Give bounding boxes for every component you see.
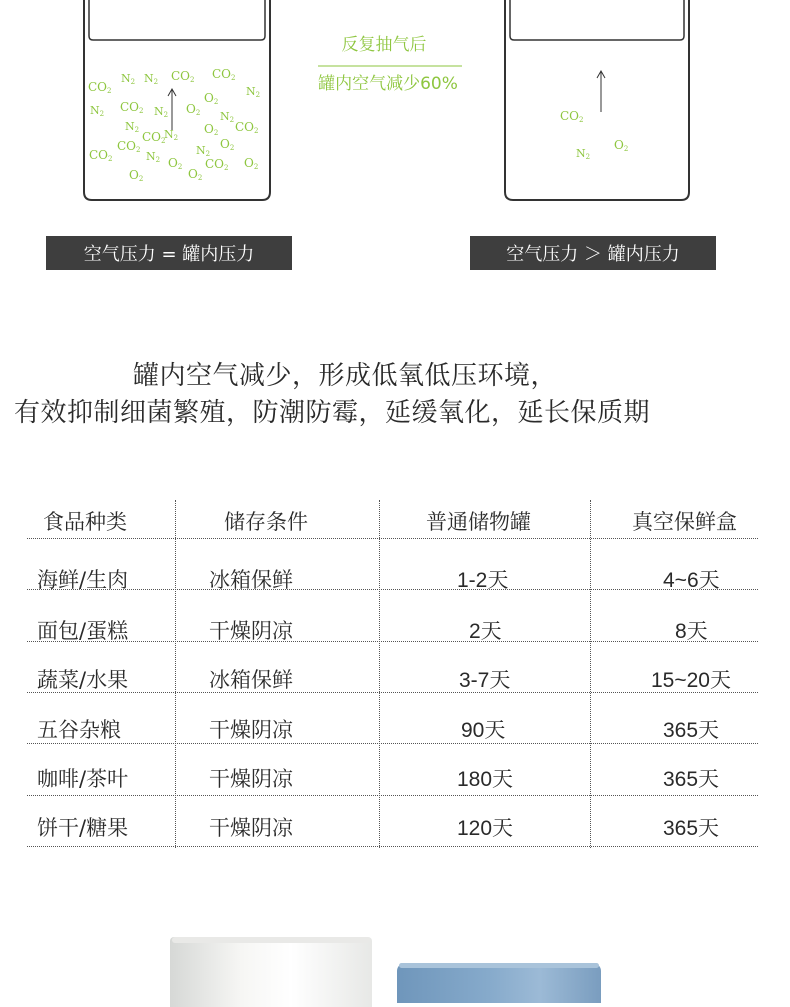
table-cell-condition: 干燥阴凉 xyxy=(209,718,293,742)
table-cell-condition: 干燥阴凉 xyxy=(209,767,293,791)
gas-molecule-n2: $N_2$ xyxy=(164,128,179,142)
white-container-rim xyxy=(172,937,370,943)
gas-molecule-co2: $CO_2$ xyxy=(88,80,112,95)
gas-molecule-n2: $N_2$ xyxy=(220,110,235,124)
gas-molecule-co2: $CO_2$ xyxy=(120,100,144,115)
table-cell-food: 蔬菜/水果 xyxy=(37,668,129,692)
table-cell-food: 咖啡/茶叶 xyxy=(37,767,129,791)
table-cell-regular: 120天 xyxy=(457,817,514,840)
table-cell-regular: 3-7天 xyxy=(459,669,511,692)
gas-molecule-o2: $O_2$ xyxy=(244,156,259,171)
row-divider xyxy=(27,743,758,744)
header-storage-condition: 储存条件 xyxy=(224,510,308,534)
right-jar xyxy=(505,0,689,200)
table-cell-food: 海鲜/生肉 xyxy=(37,568,129,592)
gas-molecule-n2: $N_2$ xyxy=(90,104,105,118)
table-cell-food: 饼干/糖果 xyxy=(37,816,129,840)
gas-molecule-n2: $N_2$ xyxy=(196,144,211,158)
row-divider xyxy=(27,538,758,539)
header-vacuum-box: 真空保鲜盒 xyxy=(632,510,737,534)
table-cell-vacuum: 15~20天 xyxy=(651,669,731,692)
gas-molecule-o2: $O_2$ xyxy=(168,156,183,171)
pressure-equal-label: 空气压力 = 罐内压力 xyxy=(46,236,292,270)
headline-line-2: 有效抑制细菌繁殖，防潮防霉，延缓氧化，延长保质期 xyxy=(14,398,651,428)
caption-air-reduced: 罐内空气减少60% xyxy=(318,74,458,94)
blue-vacuum-container xyxy=(397,963,601,1003)
gas-molecule-o2: $O_2$ xyxy=(220,137,235,152)
table-cell-condition: 干燥阴凉 xyxy=(209,619,293,643)
header-regular-jar: 普通储物罐 xyxy=(426,510,531,534)
table-cell-food: 五谷杂粮 xyxy=(37,718,121,742)
table-cell-regular: 180天 xyxy=(457,768,514,791)
gas-molecule-o2: $O_2$ xyxy=(614,138,629,153)
row-divider xyxy=(27,795,758,796)
row-divider xyxy=(27,846,758,847)
table-cell-vacuum: 365天 xyxy=(663,719,720,742)
table-cell-regular: 1-2天 xyxy=(457,569,509,592)
gas-molecule-co2: $CO_2$ xyxy=(171,69,195,84)
gas-molecule-n2: $N_2$ xyxy=(144,72,159,86)
storage-comparison-table xyxy=(27,500,758,848)
gas-molecule-o2: $O_2$ xyxy=(204,122,219,137)
gas-molecule-n2: $N_2$ xyxy=(246,85,261,99)
gas-molecule-co2: $CO_2$ xyxy=(560,109,584,124)
table-cell-vacuum: 365天 xyxy=(663,768,720,791)
gas-molecule-o2: $O_2$ xyxy=(129,168,144,183)
gas-molecule-co2: $CO_2$ xyxy=(235,120,259,135)
gas-molecule-co2: $CO_2$ xyxy=(205,157,229,172)
table-cell-vacuum: 8天 xyxy=(675,620,708,643)
gas-molecule-co2: $CO_2$ xyxy=(212,67,236,82)
gas-molecule-o2: $O_2$ xyxy=(204,91,219,106)
gas-molecule-n2: $N_2$ xyxy=(146,150,161,164)
white-vacuum-container xyxy=(170,937,372,1007)
gas-molecule-co2: $CO_2$ xyxy=(117,139,141,154)
table-cell-regular: 2天 xyxy=(469,620,502,643)
table-cell-food: 面包/蛋糕 xyxy=(37,619,129,643)
blue-container-rim xyxy=(399,963,599,968)
header-food-type: 食品种类 xyxy=(43,510,127,534)
arrow-up-icon xyxy=(597,71,605,112)
pressure-greater-label: 空气压力 ＞ 罐内压力 xyxy=(470,236,716,270)
table-cell-condition: 冰箱保鲜 xyxy=(209,568,293,592)
table-cell-condition: 冰箱保鲜 xyxy=(209,668,293,692)
table-cell-vacuum: 365天 xyxy=(663,817,720,840)
headline-line-1: 罐内空气减少，形成低氧低压环境， xyxy=(133,361,558,391)
table-cell-vacuum: 4~6天 xyxy=(663,569,720,592)
row-divider xyxy=(27,692,758,693)
gas-molecule-n2: $N_2$ xyxy=(125,120,140,134)
gas-molecule-n2: $N_2$ xyxy=(154,105,169,119)
gas-molecule-co2: $CO_2$ xyxy=(142,130,166,145)
gas-molecule-n2: $N_2$ xyxy=(576,147,591,161)
table-cell-regular: 90天 xyxy=(461,719,506,742)
row-divider xyxy=(27,641,758,642)
table-cell-condition: 干燥阴凉 xyxy=(209,816,293,840)
gas-molecule-n2: $N_2$ xyxy=(121,72,136,86)
arrow-up-icon xyxy=(168,89,176,130)
gas-molecule-o2: $O_2$ xyxy=(188,167,203,182)
gas-molecule-o2: $O_2$ xyxy=(186,102,201,117)
caption-after-pumping: 反复抽气后 xyxy=(341,35,427,55)
row-divider xyxy=(27,589,758,590)
gas-molecule-co2: $CO_2$ xyxy=(89,148,113,163)
